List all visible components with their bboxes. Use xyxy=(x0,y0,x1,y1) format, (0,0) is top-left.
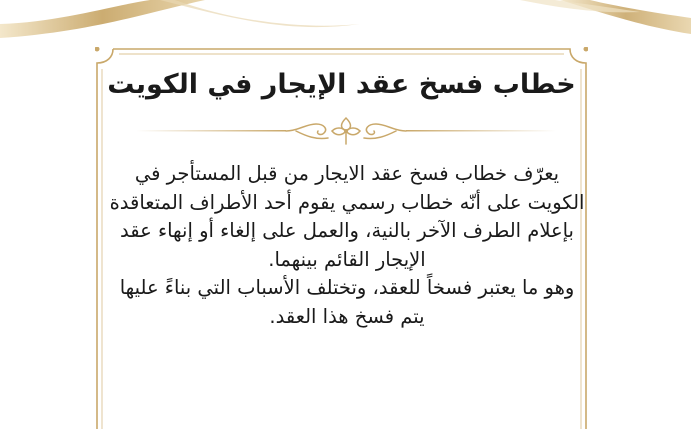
body-text xyxy=(107,160,587,331)
paragraph-reasons: وهو ما يعتبر فسخاً للعقد، وتختلف الأسباب التي بناءً عليها يتم فسخ هذا العقد. xyxy=(119,276,575,328)
paragraph-definition: يعرّف خطاب فسخ عقد الايجار من قبل المستأجر في الكويت على أنّه خطاب رسمي يقوم أحد الأطراف المتعاقدة بإعلام الطرف الآخر بالنية، والعمل على إلغاء أو إنهاء عقد الإيجار القائم بينهما. xyxy=(109,162,585,271)
ornamental-divider xyxy=(136,114,556,148)
page-title: خطاب فسخ عقد الإيجار في الكويت xyxy=(107,69,576,100)
